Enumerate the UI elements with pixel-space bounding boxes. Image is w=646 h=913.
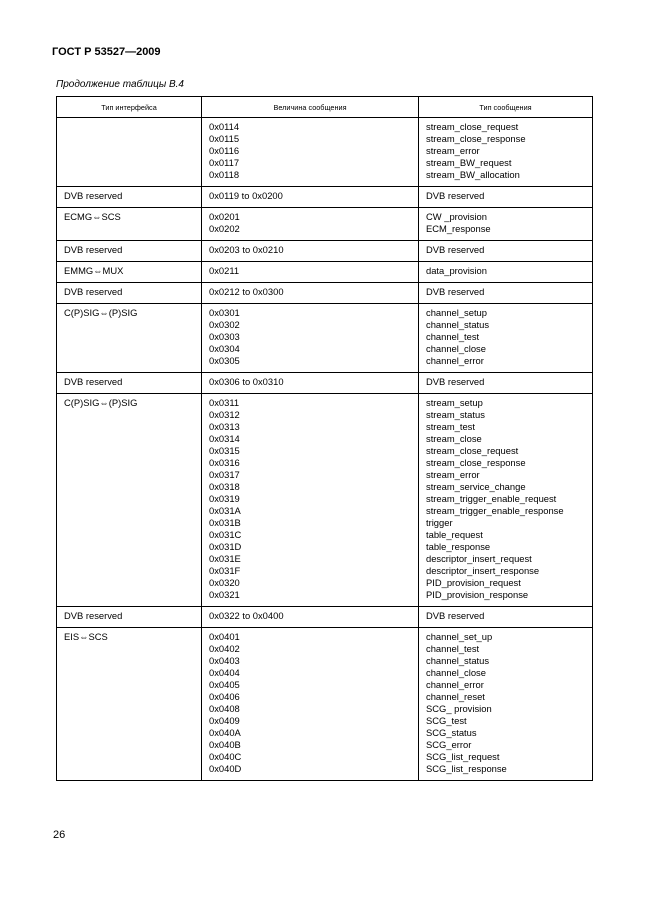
message-types-table <box>56 96 593 781</box>
message-value: 0x0201 <box>209 211 240 222</box>
message-type: channel_set_up <box>426 631 493 642</box>
table-body <box>57 118 593 781</box>
message-value: 0x0404 <box>209 667 240 678</box>
table-row <box>57 262 593 283</box>
message-value: 0x040A <box>209 727 241 738</box>
interface-type-cell <box>57 394 202 607</box>
interface-type-cell <box>57 373 202 394</box>
message-value: 0x0408 <box>209 703 240 714</box>
message-type: stream_error <box>426 145 480 156</box>
message-type: SCG_status <box>426 727 477 738</box>
message-value: 0x031E <box>209 553 241 564</box>
table-row <box>57 118 593 187</box>
message-type-cell <box>419 283 593 304</box>
message-type: stream_BW_request <box>426 157 512 168</box>
table-row <box>57 208 593 241</box>
table-continuation-caption: Продолжение таблицы В.4 <box>56 79 184 90</box>
message-value: 0x0303 <box>209 331 240 342</box>
message-value: 0x0402 <box>209 643 240 654</box>
message-type: stream_BW_allocation <box>426 169 520 180</box>
interface-type: C(P)SIG⇔(P)SIG <box>64 307 138 318</box>
message-type: table_response <box>426 541 491 552</box>
interface-type: C(P)SIG⇔(P)SIG <box>64 397 138 408</box>
message-type: SCG_list_response <box>426 763 507 774</box>
message-value: 0x040C <box>209 751 242 762</box>
column-header-interface-type: Тип интерфейса <box>57 97 202 118</box>
column-header-message-type: Тип сообщения <box>419 97 593 118</box>
message-type: SCG_error <box>426 739 472 750</box>
message-type: stream_service_change <box>426 481 526 492</box>
message-value: 0x0117 <box>209 157 240 168</box>
message-value: 0x0114 <box>209 121 240 132</box>
interface-type-cell <box>57 304 202 373</box>
message-value: 0x0316 <box>209 457 240 468</box>
message-value: 0x0211 <box>209 265 240 276</box>
page-number: 26 <box>53 829 66 841</box>
interface-type-cell <box>57 607 202 628</box>
interface-type: EMMG⇔MUX <box>64 265 124 276</box>
message-type: stream_close_request <box>426 121 519 132</box>
message-type: CW _provision <box>426 211 487 222</box>
message-value-cell <box>202 607 419 628</box>
message-value: 0x0312 <box>209 409 240 420</box>
message-value: 0x0118 <box>209 169 240 180</box>
interface-type: DVB reserved <box>64 286 123 297</box>
message-value: 0x0320 <box>209 577 240 588</box>
table-row <box>57 187 593 208</box>
message-value: 0x0306 to 0x0310 <box>209 376 284 387</box>
message-value-cell <box>202 373 419 394</box>
message-type: stream_test <box>426 421 475 432</box>
message-value-cell <box>202 241 419 262</box>
table-row <box>57 241 593 262</box>
message-type: DVB reserved <box>426 610 485 621</box>
message-value: 0x0116 <box>209 145 240 156</box>
message-type: stream_error <box>426 469 480 480</box>
interface-type: DVB reserved <box>64 376 123 387</box>
message-value: 0x031F <box>209 565 241 576</box>
message-value-cell <box>202 118 419 187</box>
message-type: channel_status <box>426 319 490 330</box>
message-type-cell <box>419 118 593 187</box>
message-type-cell <box>419 262 593 283</box>
message-type-cell <box>419 394 593 607</box>
message-type-cell <box>419 628 593 781</box>
interface-type-cell <box>57 208 202 241</box>
message-value: 0x0314 <box>209 433 240 444</box>
message-value: 0x0406 <box>209 691 240 702</box>
message-value: 0x0313 <box>209 421 240 432</box>
message-type: PID_provision_request <box>426 577 521 588</box>
interface-type-cell <box>57 187 202 208</box>
interface-type-cell <box>57 118 202 187</box>
interface-type: ECMG⇔SCS <box>64 211 121 222</box>
message-type: stream_close <box>426 433 482 444</box>
message-value-cell <box>202 208 419 241</box>
message-type: stream_close_response <box>426 133 526 144</box>
table-header-row <box>57 97 593 118</box>
message-value: 0x031C <box>209 529 242 540</box>
message-value: 0x0315 <box>209 445 240 456</box>
message-type: PID_provision_response <box>426 589 529 600</box>
message-value: 0x0318 <box>209 481 240 492</box>
message-value: 0x0119 to 0x0200 <box>209 190 283 201</box>
message-type-cell <box>419 208 593 241</box>
message-type-cell <box>419 241 593 262</box>
message-value: 0x0202 <box>209 223 240 234</box>
message-value: 0x0302 <box>209 319 240 330</box>
message-value: 0x0321 <box>209 589 240 600</box>
message-type: channel_test <box>426 643 480 654</box>
message-type: table_request <box>426 529 483 540</box>
message-value-cell <box>202 628 419 781</box>
message-type: channel_error <box>426 679 484 690</box>
message-value: 0x0403 <box>209 655 240 666</box>
message-type: channel_reset <box>426 691 485 702</box>
message-type-cell <box>419 187 593 208</box>
message-type-cell <box>419 373 593 394</box>
interface-type-cell <box>57 628 202 781</box>
message-type: channel_test <box>426 331 480 342</box>
message-type: channel_close <box>426 343 486 354</box>
table-row <box>57 628 593 781</box>
message-type: stream_setup <box>426 397 483 408</box>
message-type: channel_status <box>426 655 490 666</box>
message-type: SCG_ provision <box>426 703 492 714</box>
message-type: descriptor_insert_response <box>426 565 540 576</box>
message-type: DVB reserved <box>426 376 485 387</box>
table-row <box>57 283 593 304</box>
message-value: 0x0203 to 0x0210 <box>209 244 284 255</box>
message-value-cell <box>202 394 419 607</box>
table-row <box>57 394 593 607</box>
message-type: DVB reserved <box>426 286 485 297</box>
message-value: 0x040B <box>209 739 241 750</box>
message-type: stream_trigger_enable_response <box>426 505 564 516</box>
message-value: 0x0304 <box>209 343 240 354</box>
message-value: 0x0401 <box>209 631 240 642</box>
message-type: DVB reserved <box>426 190 485 201</box>
message-value: 0x0319 <box>209 493 240 504</box>
message-value: 0x0115 <box>209 133 240 144</box>
message-type: SCG_test <box>426 715 467 726</box>
interface-type-cell <box>57 241 202 262</box>
message-value: 0x0301 <box>209 307 240 318</box>
message-type: descriptor_insert_request <box>426 553 532 564</box>
message-type: SCG_list_request <box>426 751 500 762</box>
message-type: data_provision <box>426 265 487 276</box>
message-value: 0x0311 <box>209 397 240 408</box>
message-value-cell <box>202 187 419 208</box>
message-value-cell <box>202 283 419 304</box>
interface-type: DVB reserved <box>64 610 123 621</box>
message-value: 0x031D <box>209 541 242 552</box>
message-type: DVB reserved <box>426 244 485 255</box>
message-type-cell <box>419 304 593 373</box>
interface-type-cell <box>57 262 202 283</box>
interface-type: DVB reserved <box>64 190 123 201</box>
message-value: 0x0212 to 0x0300 <box>209 286 284 297</box>
table-row <box>57 607 593 628</box>
message-value-cell <box>202 304 419 373</box>
message-type: ECM_response <box>426 223 491 234</box>
message-value: 0x031B <box>209 517 241 528</box>
message-type: stream_status <box>426 409 485 420</box>
message-type: channel_close <box>426 667 486 678</box>
message-value: 0x0305 <box>209 355 240 366</box>
message-value: 0x0317 <box>209 469 240 480</box>
column-header-message-value: Величина сообщения <box>202 97 419 118</box>
message-value: 0x0322 to 0x0400 <box>209 610 284 621</box>
message-type: stream_close_request <box>426 445 519 456</box>
message-type: trigger <box>426 517 453 528</box>
message-type: stream_trigger_enable_request <box>426 493 557 504</box>
table-row <box>57 373 593 394</box>
message-type-cell <box>419 607 593 628</box>
message-value-cell <box>202 262 419 283</box>
message-type: channel_error <box>426 355 484 366</box>
message-value: 0x0409 <box>209 715 240 726</box>
message-type: stream_close_response <box>426 457 526 468</box>
interface-type: EIS⇔SCS <box>64 631 108 642</box>
message-value: 0x031A <box>209 505 241 516</box>
message-type: channel_setup <box>426 307 487 318</box>
interface-type-cell <box>57 283 202 304</box>
message-value: 0x040D <box>209 763 242 774</box>
interface-type: DVB reserved <box>64 244 123 255</box>
table-row <box>57 304 593 373</box>
message-value: 0x0405 <box>209 679 240 690</box>
standard-header: ГОСТ Р 53527—2009 <box>52 46 161 58</box>
